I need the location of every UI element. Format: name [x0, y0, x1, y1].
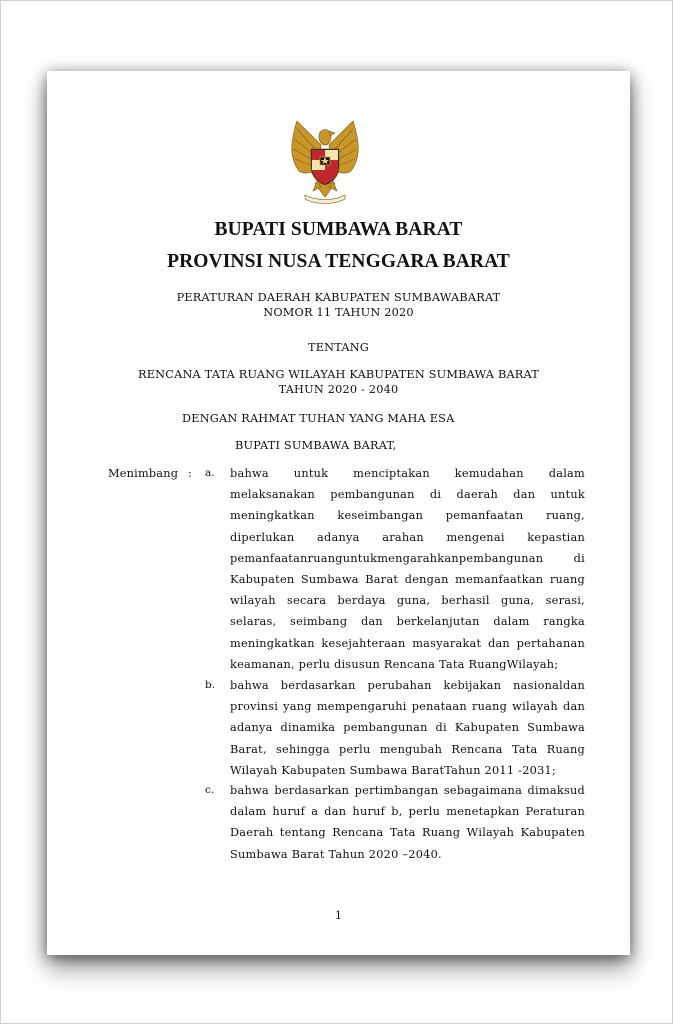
consideration-letter-b: b. [205, 679, 216, 691]
consideration-line: dalam huruf a dan huruf b, perlu menetapkan Peraturan [230, 805, 585, 819]
consideration-line: bahwa untuk menciptakan kemudahan dalam [230, 467, 585, 480]
consideration-line: Sumbawa Barat Tahun 2020 –2040. [230, 847, 442, 861]
consideration-line: Daerah tentang Rencana Tata Ruang Wilayah Kabupaten [230, 826, 585, 840]
consideration-line: selaras, seimbang dan berkelanjutan dalam rangka [230, 615, 585, 629]
consideration-line: diperlukan adanya arahan mengenai kepastian [230, 530, 585, 544]
page-number: 1 [335, 909, 342, 922]
considering-colon: : [188, 467, 193, 480]
consideration-b [230, 675, 585, 781]
consideration-line: meningkatkan keseimbangan pemanfaatan ruang, [230, 509, 585, 523]
consideration-line: melaksanakan pembangunan di daerah dan untuk [230, 488, 585, 502]
issuer-line: BUPATI SUMBAWA BARAT, [235, 439, 397, 452]
subject-line-2: TAHUN 2020 - 2040 [278, 383, 399, 396]
consideration-line: bahwa berdasarkan perubahan kebijakan nasionaldan [230, 679, 585, 692]
consideration-a [230, 463, 585, 675]
consideration-line: keamanan, perlu disusun Rencana Tata RuangWilayah; [230, 657, 559, 671]
garuda-emblem-icon [285, 115, 365, 207]
title-line-1: BUPATI SUMBAWA BARAT [214, 219, 463, 240]
consideration-c [230, 780, 585, 865]
consideration-line: Barat, sehingga perlu mengubah Rencana Tata Ruang [230, 742, 585, 756]
consideration-line: meningkatkan kesejahteraan masyarakat dan pertahanan [230, 636, 585, 650]
subject-line-1: RENCANA TATA RUANG WILAYAH KABUPATEN SUMBAWA BARAT [138, 368, 539, 381]
document-page [47, 71, 630, 955]
blessing-line: DENGAN RAHMAT TUHAN YANG MAHA ESA [182, 412, 455, 425]
consideration-line: Wilayah Kabupaten Sumbawa BaratTahun 2011 -2031; [230, 763, 557, 777]
consideration-line: adanya dinamika pembangunan di Kabupaten Sumbawa [230, 721, 585, 735]
consideration-line: Kabupaten Sumbawa Barat dengan memanfaatkan ruang [230, 572, 585, 586]
consideration-line: wilayah secara berdaya guna, berhasil guna, serasi, [230, 594, 585, 608]
consideration-letter-a: a. [205, 467, 215, 479]
regulation-title: PERATURAN DAERAH KABUPATEN SUMBAWABARAT [176, 291, 501, 304]
consideration-letter-c: c. [205, 784, 215, 796]
consideration-line: bahwa berdasarkan pertimbangan sebagaimana dimaksud [230, 784, 585, 797]
regulation-number: NOMOR 11 TAHUN 2020 [263, 306, 414, 319]
considering-label: Menimbang [108, 467, 179, 480]
consideration-line: pemanfaatanruanguntukmengarahkanpembangunan di [230, 551, 585, 565]
about-label: TENTANG [307, 341, 370, 354]
title-line-2: PROVINSI NUSA TENGGARA BARAT [167, 251, 510, 272]
consideration-line: provinsi yang mempengaruhi penataan ruang wilayah dan [230, 700, 585, 714]
